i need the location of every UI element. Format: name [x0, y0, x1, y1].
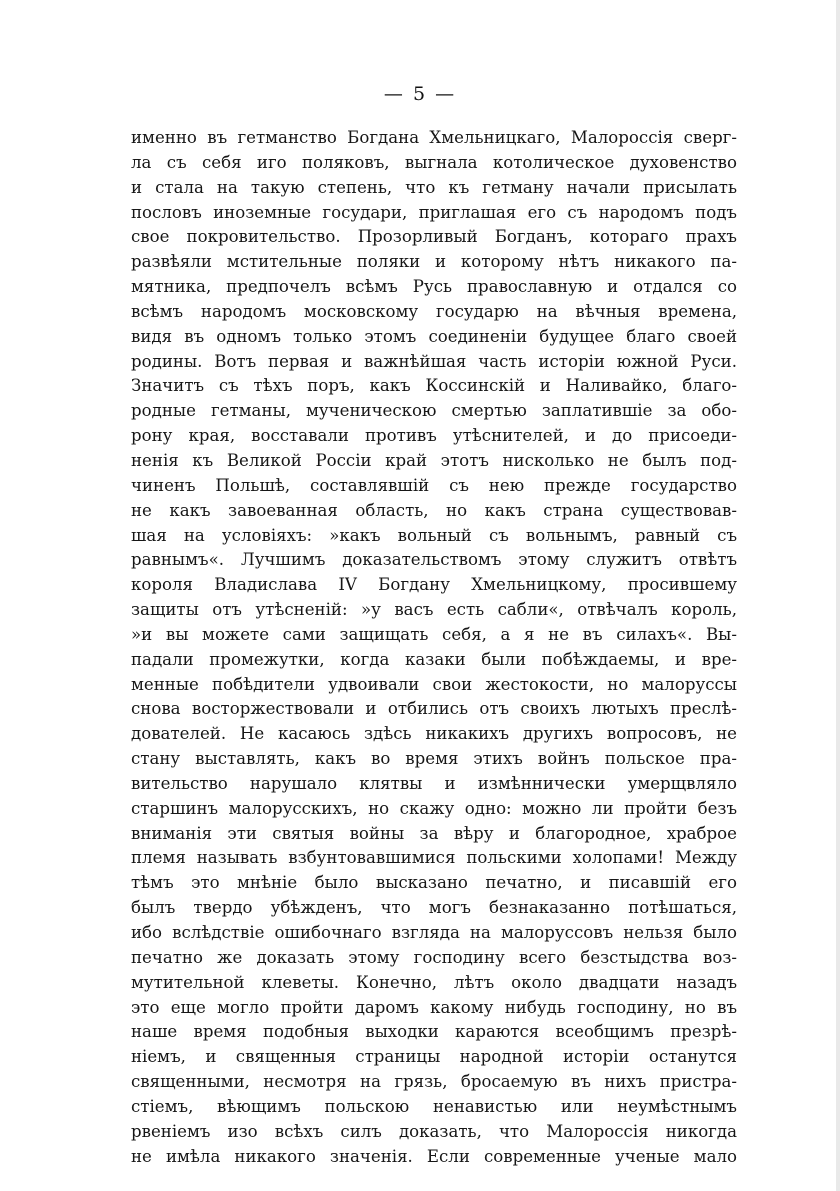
page-number: — 5 — — [383, 83, 457, 105]
text-line: вительство нарушало клятвы и измѣннически умерщвляло — [131, 773, 737, 793]
text-line: наше время подобныя выходки караются всеобщимъ презрѣ- — [131, 1022, 737, 1042]
text-line: тѣмъ это мнѣніе было высказано печатно, и писавшій его — [131, 873, 737, 893]
text-line: равнымъ«. Лучшимъ доказательствомъ этому служитъ отвѣтъ — [131, 550, 737, 570]
text-line: былъ твердо убѣжденъ, что могъ безнаказанно потѣшаться, — [131, 898, 737, 918]
text-line: ла съ себя иго поляковъ, выгнала котолическое духовенство — [131, 152, 737, 172]
scan-edge-shadow — [836, 0, 840, 1191]
text-line: вниманія эти святыя войны за вѣру и благородное, храброе — [131, 823, 737, 843]
text-line: всѣмъ народомъ московскому государю на вѣчныя времена, — [131, 301, 737, 321]
text-line: чиненъ Польшѣ, составлявшій съ нею прежде государство — [131, 475, 737, 495]
text-line: ибо вслѣдствіе ошибочнаго взгляда на малоруссовъ нельзя было — [131, 923, 737, 942]
text-line: падали промежутки, когда казаки были побѣждаемы, и вре- — [131, 649, 737, 669]
text-line: Значитъ съ тѣхъ поръ, какъ Коссинскій и Наливайко, благо- — [131, 376, 737, 396]
text-line: развѣяли мстительные поляки и которому нѣтъ никакого па- — [131, 252, 737, 272]
text-line: защиты отъ утѣсненій: »у васъ есть сабли«, отвѣчалъ король, — [131, 600, 737, 620]
text-line: ненія къ Великой Россіи край этотъ нисколько не былъ под- — [131, 450, 737, 470]
text-line: дователей. Не касаюсь здѣсь никакихъ другихъ вопросовъ, не — [131, 724, 737, 744]
text-line: пословъ иноземные государи, приглашая его съ народомъ подъ — [131, 202, 737, 222]
text-line: ніемъ, и священныя страницы народной исторіи останутся — [131, 1047, 737, 1067]
text-line: короля Владислава IV Богдану Хмельницкому, просившему — [131, 575, 737, 595]
text-line: не имѣла никакого значенія. Если современные ученые мало — [131, 1146, 737, 1166]
text-line: шая на условіяхъ: »какъ вольный съ вольнымъ, равный съ — [131, 525, 737, 545]
text-line: »и вы можете сами защищать себя, а я не въ силахъ«. Вы- — [131, 624, 737, 644]
text-line: священными, несмотря на грязь, бросаемую въ нихъ пристра- — [131, 1072, 737, 1092]
text-line: мутительной клеветы. Конечно, лѣтъ около двадцати назадъ — [131, 972, 737, 992]
text-line: родины. Вотъ первая и важнѣйшая часть исторіи южной Руси. — [131, 351, 737, 371]
text-line: племя называть взбунтовавшимися польскими холопами! Между — [131, 848, 737, 868]
text-line: рвеніемъ изо всѣхъ силъ доказать, что Малороссія никогда — [131, 1121, 737, 1141]
text-line: мятника, предпочелъ всѣмъ Русь православную и отдался со — [131, 277, 737, 297]
text-line: старшинъ малорусскихъ, но скажу одно: можно ли пройти безъ — [131, 798, 737, 818]
text-line: снова восторжествовали и отбились отъ своихъ лютыхъ преслѣ- — [131, 699, 737, 719]
text-line: видя въ одномъ только этомъ соединеніи будущее благо своей — [131, 326, 737, 346]
text-line: печатно же доказать этому господину всего безстыдства воз- — [131, 947, 737, 967]
text-line: стану выставлять, какъ во время этихъ войнъ польское пра- — [131, 749, 737, 769]
text-line: менные побѣдители удвоивали свои жестокости, но малоруссы — [131, 674, 737, 694]
body-text — [131, 126, 737, 1169]
text-line: свое покровительство. Прозорливый Богданъ, котораго прахъ — [131, 227, 737, 247]
text-line: это еще могло пройти даромъ какому нибудь господину, но въ — [131, 997, 737, 1017]
text-line: рону края, восставали противъ утѣснителей, и до присоеди- — [131, 426, 737, 446]
text-line: именно въ гетманство Богдана Хмельницкаго, Малороссія сверг- — [131, 128, 737, 147]
text-line: не какъ завоеванная область, но какъ страна существовав- — [131, 500, 737, 520]
text-line: и стала на такую степень, что къ гетману начали присылать — [131, 177, 737, 197]
text-line: родные гетманы, мученическою смертью заплатившіе за обо- — [131, 401, 737, 421]
text-line: стіемъ, вѣющимъ польскою ненавистью или неумѣстнымъ — [131, 1096, 737, 1116]
